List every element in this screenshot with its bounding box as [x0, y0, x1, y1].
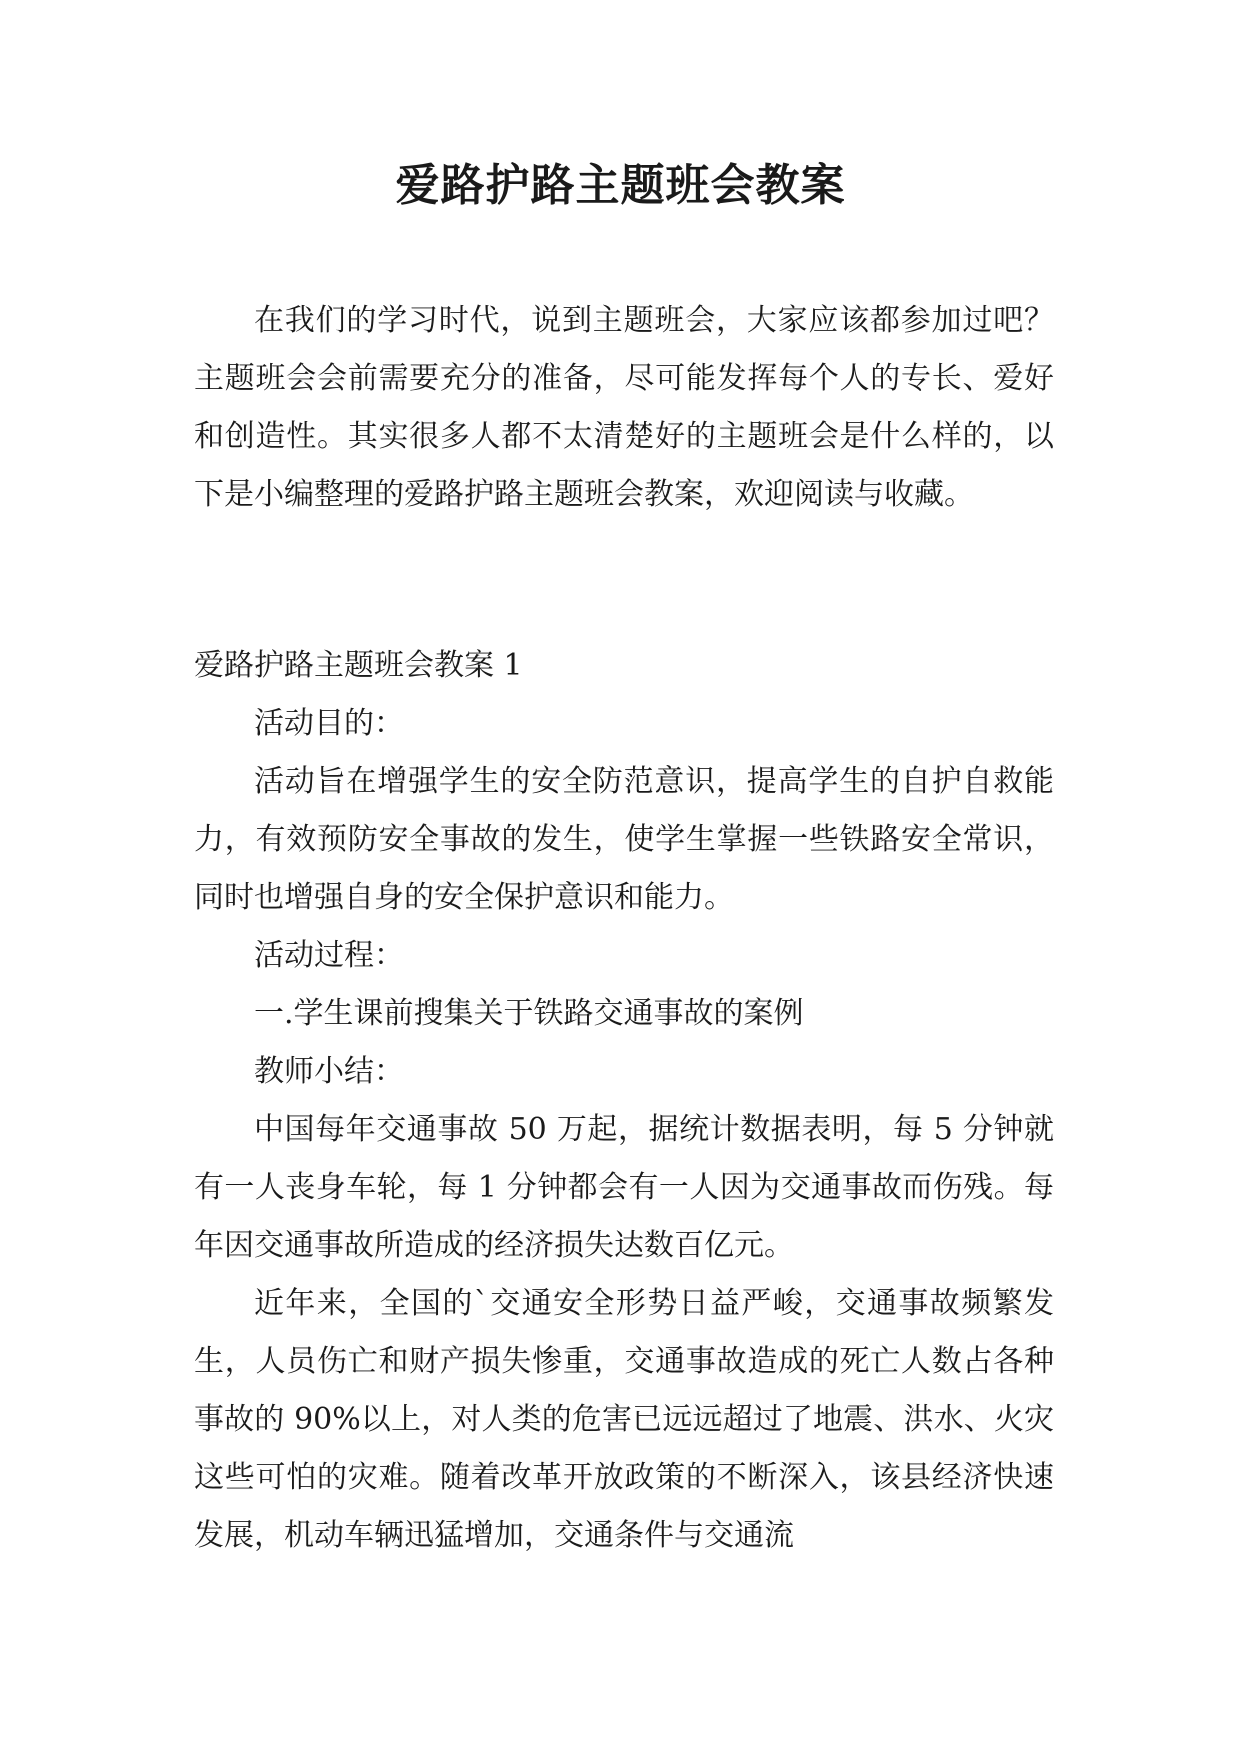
- document-title: 爱路护路主题班会教案: [395, 160, 846, 211]
- section-heading: 爱路护路主题班会教案 1: [194, 648, 523, 683]
- paragraph-activity-process-label: 活动过程：: [254, 938, 404, 973]
- intro-paragraph: 在我们的学习时代，说到主题班会，大家应该都参加过吧？主题班会会前需要充分的准备，尽可能发挥每个人的专长、爱好和创造性。其实很多人都不太清楚好的主题班会是什么样的，以下是小编整理的爱路护路主题班会教案，欢迎阅读与收藏。: [194, 303, 1054, 512]
- intro-section: [194, 292, 1054, 524]
- paragraph-statistics: 中国每年交通事故 50 万起，据统计数据表明，每 5 分钟就有一人丧身车轮，每 1 分钟都会有一人因为交通事故而伤残。每年因交通事故所造成的经济损失达数百亿元。: [194, 1112, 1054, 1263]
- paragraph-activity-goal-label: 活动目的：: [254, 706, 404, 741]
- paragraph-recent-years: 近年来，全国的`交通安全形势日益严峻，交通事故频繁发生，人员伤亡和财产损失惨重，交通事故造成的死亡人数占各种事故的 90%以上，对人类的危害已远远超过了地震、洪水、火灾这些可怕的灾难。随着改革开放政策的不断深入，该县经济快速发展，机动车辆迅猛增加，交通条件与交通流: [194, 1286, 1054, 1553]
- lesson-plan-section: [194, 637, 1054, 1565]
- paragraph-activity-goal: 活动旨在增强学生的安全防范意识，提高学生的自护自救能力，有效预防安全事故的发生，使学生掌握一些铁路安全常识，同时也增强自身的安全保护意识和能力。: [194, 764, 1054, 915]
- paragraph-teacher-summary-label: 教师小结：: [254, 1054, 404, 1089]
- paragraph-step-one: 一.学生课前搜集关于铁路交通事故的案例: [254, 996, 804, 1031]
